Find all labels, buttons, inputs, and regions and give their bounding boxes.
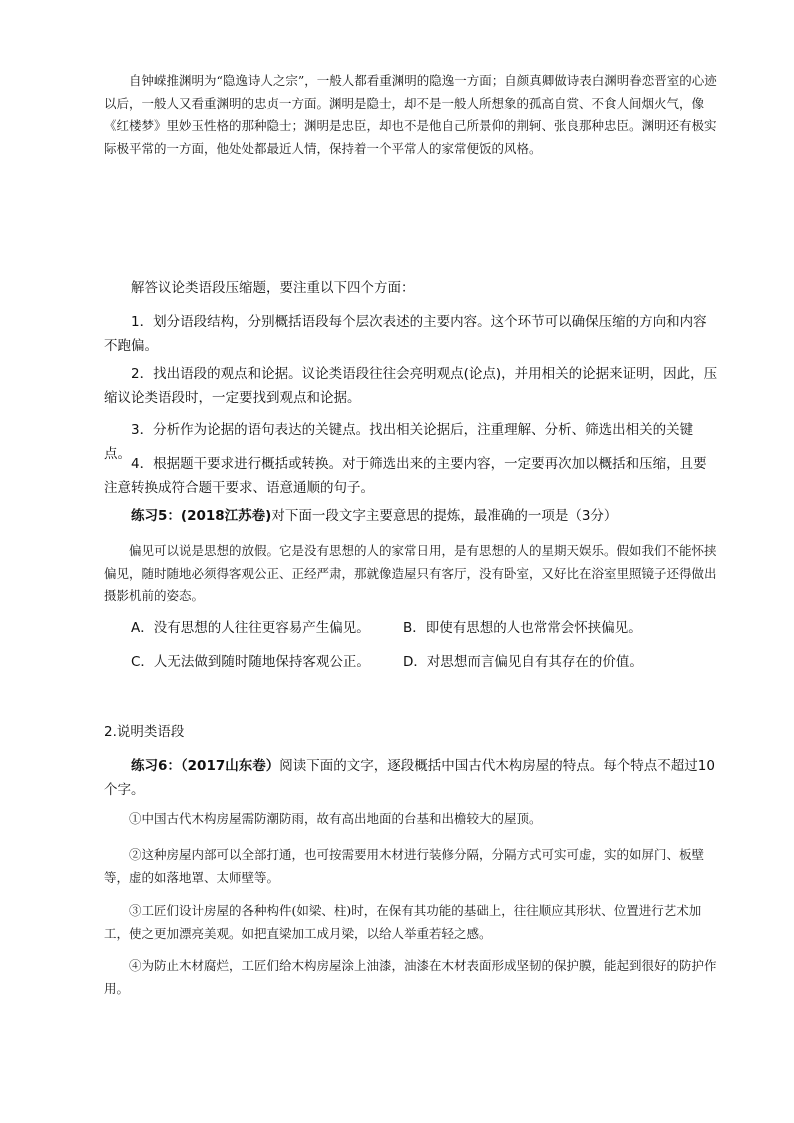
exercise6-paragraph-3: ③工匠们设计房屋的各种构件(如梁、柱)时，在保有其功能的基础上，往往顺应其形状、位置进行艺术加工，使之更加漂亮美观。如把直梁加工成月梁，以给人举重若轻之感。 xyxy=(104,903,702,941)
exercise5-option-a: A．没有思想的人往往更容易产生偏见。 xyxy=(131,620,370,636)
exercise5-option-b: B．即使有思想的人也常常会怀挟偏见。 xyxy=(403,620,642,636)
exercise5-passage: 偏见可以说是思想的放假。它是没有思想的人的家常日用，是有思想的人的星期天娱乐。假如我们不能怀挟偏见，随时随地必须得客观公正、正经严肃，那就像造屋只有客厅，没有卧室，又好比在浴室里照镜子还得做出摄影机前的姿态。 xyxy=(104,543,717,603)
exercise6-paragraph-1: ①中国古代木构房屋需防潮防雨，故有高出地面的台基和出檐较大的屋顶。 xyxy=(129,811,542,826)
exercise6-paragraph-2: ②这种房屋内部可以全部打通，也可按需要用木材进行装修分隔，分隔方式可实可虚，实的如屏门、板壁等，虚的如落地罩、太师壁等。 xyxy=(104,847,705,885)
exercise5-option-c: C．人无法做到随时随地保持客观公正。 xyxy=(131,654,370,670)
exercise5-option-d: D．对思想而言偏见自有其存在的价值。 xyxy=(403,654,643,670)
exercise5-source: (2018江苏卷) xyxy=(180,508,272,524)
section-2-title: 2.说明类语段 xyxy=(104,724,185,740)
exercise6-prompt: 阅读下面的文字，逐段概括中国古代木构房屋的特点。每个特点不超过10个字。 xyxy=(104,758,715,798)
exercise6-source: （2017山东卷） xyxy=(180,758,280,774)
method-heading: 解答议论类语段压缩题，要注重以下四个方面： xyxy=(131,280,415,296)
exercise6-question xyxy=(104,754,720,802)
method-point-1: 1．划分语段结构，分别概括语段每个层次表述的主要内容。这个环节可以确保压缩的方向和内容不跑偏。 xyxy=(104,314,707,354)
exercise5-label: 练习5： xyxy=(131,508,181,524)
intro-paragraph: 自钟嵘推渊明为“隐逸诗人之宗”，一般人都看重渊明的隐逸一方面；自颜真卿做诗表白渊明眷恋晋室的心迹以后，一般人又看重渊明的忠贞一方面。渊明是隐士，却不是一般人所想象的孤高自赏、不食人间烟火气，像《红楼梦》里妙玉性格的那种隐士；渊明是忠臣，却也不是他自己所景仰的荆轲、张良那种忠臣。渊明还有极实际极平常的一方面，他处处都最近人情，保持着一个平常人的家常便饭的风格。 xyxy=(104,73,717,156)
exercise6-label: 练习6： xyxy=(131,758,181,774)
method-point-3: 3．分析作为论据的语句表达的关键点。找出相关论据后，注重理解、分析、筛选出相关的关键点。 xyxy=(104,422,694,462)
exercise6-paragraph-4: ④为防止木材腐烂，工匠们给木构房屋涂上油漆，油漆在木材表面形成坚韧的保护膜，能起到很好的防护作用。 xyxy=(104,958,717,996)
exercise5-question xyxy=(104,504,720,528)
exercise5-prompt: 对下面一段文字主要意思的提炼，最准确的一项是（3分） xyxy=(271,508,618,524)
method-point-2: 2．找出语段的观点和论据。议论类语段往往会亮明观点(论点)，并用相关的论据来证明，因此，压缩议论类语段时，一定要找到观点和论据。 xyxy=(104,366,718,406)
method-point-4: 4．根据题干要求进行概括或转换。对于筛选出来的主要内容，一定要再次加以概括和压缩，且要注意转换成符合题干要求、语意通顺的句子。 xyxy=(104,456,707,496)
